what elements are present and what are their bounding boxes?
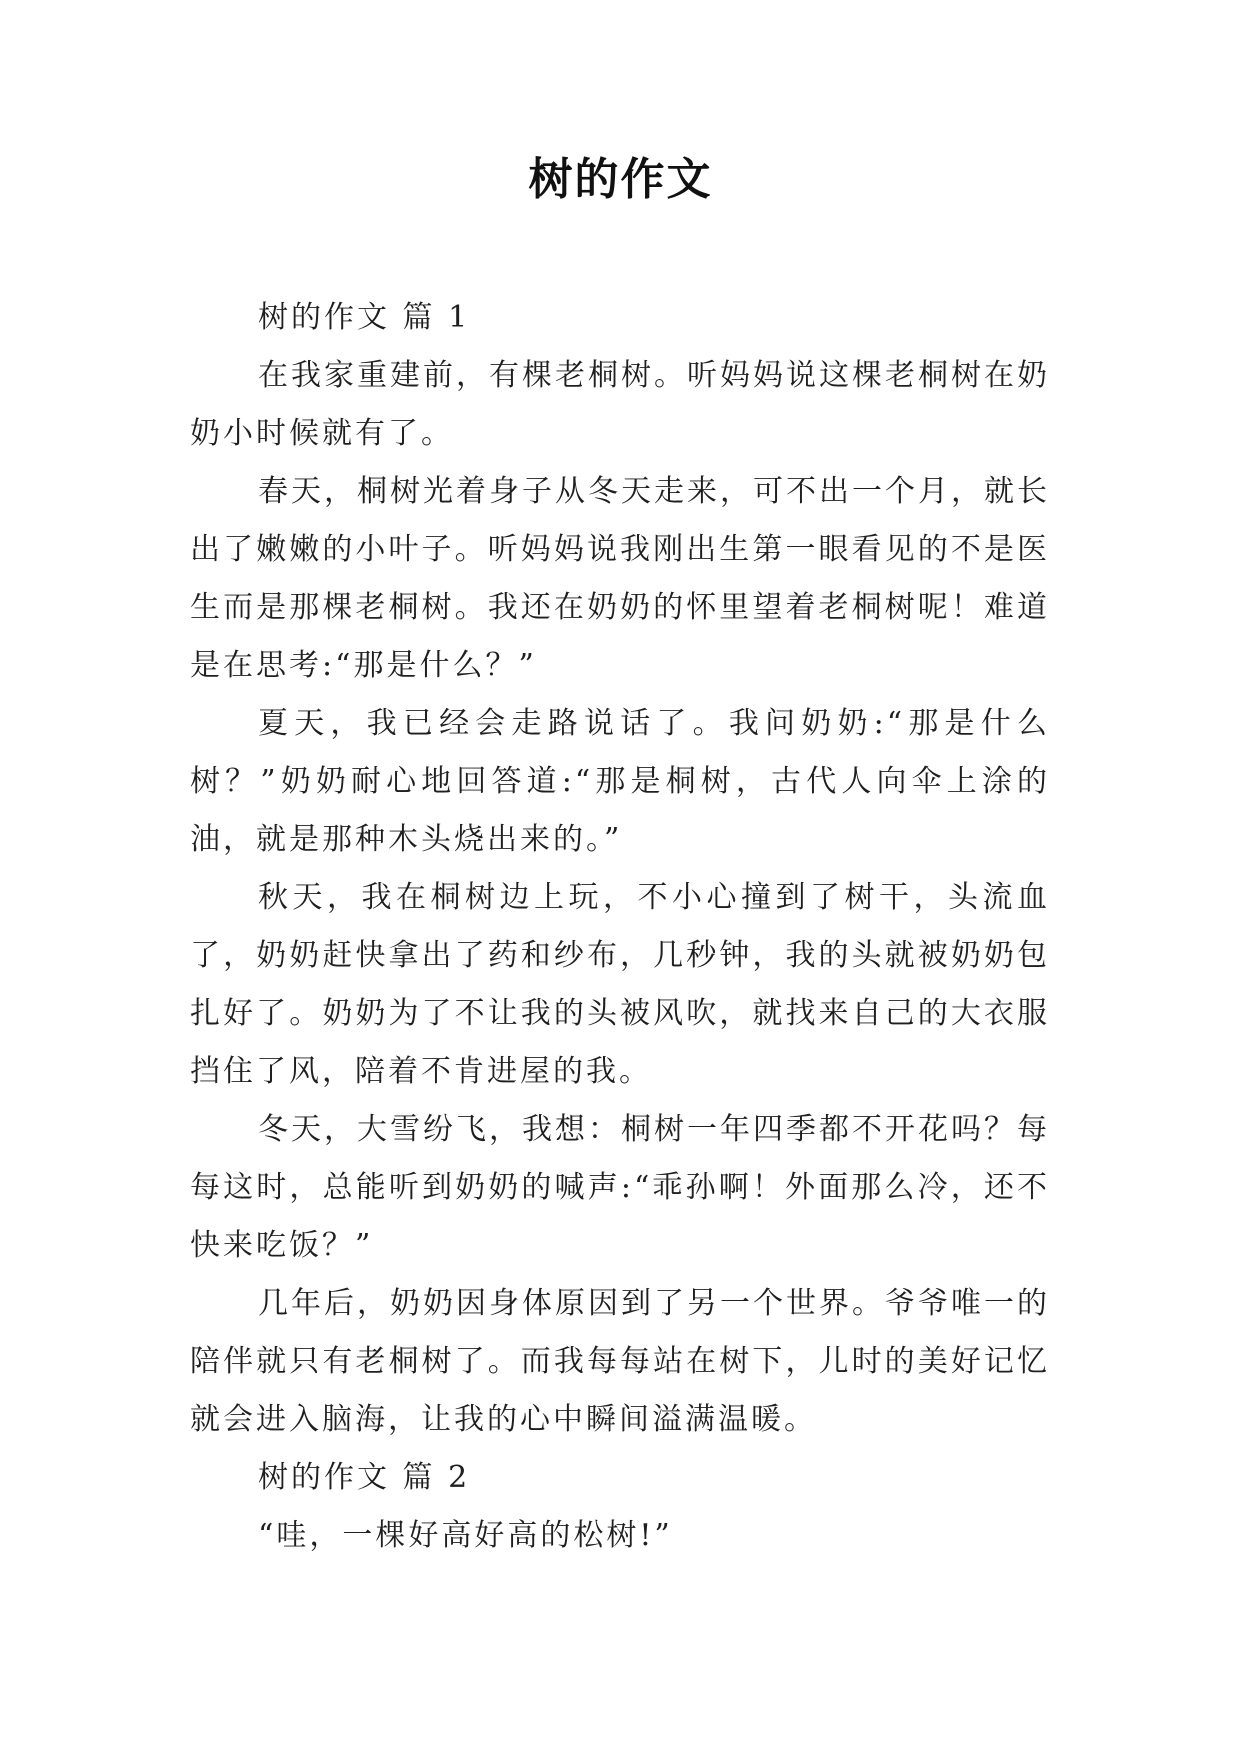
- paragraph: 在我家重建前，有棵老桐树。听妈妈说这棵老桐树在奶奶小时候就有了。: [190, 358, 1050, 451]
- section-heading-2: 树的作文 篇 2: [258, 1460, 471, 1495]
- section-heading-1: 树的作文 篇 1: [258, 300, 471, 335]
- document-body: [190, 289, 1050, 1565]
- paragraph: 夏天，我已经会走路说话了。我问奶奶:“那是什么树？”奶奶耐心地回答道:“那是桐树，古代人向伞上涂的油，就是那种木头烧出来的。”: [190, 706, 1050, 857]
- paragraph: 几年后，奶奶因身体原因到了另一个世界。爷爷唯一的陪伴就只有老桐树了。而我每每站在树下，儿时的美好记忆就会进入脑海，让我的心中瞬间溢满温暖。: [190, 1286, 1050, 1437]
- paragraph: 春天，桐树光着身子从冬天走来，可不出一个月，就长出了嫩嫩的小叶子。听妈妈说我刚出生第一眼看见的不是医生而是那棵老桐树。我还在奶奶的怀里望着老桐树呢！难道是在思考:“那是什么？”: [190, 474, 1050, 683]
- paragraph: 秋天，我在桐树边上玩，不小心撞到了树干，头流血了，奶奶赶快拿出了药和纱布，几秒钟，我的头就被奶奶包扎好了。奶奶为了不让我的头被风吹，就找来自己的大衣服挡住了风，陪着不肯进屋的我。: [190, 880, 1050, 1089]
- document-title: 树的作文: [528, 154, 713, 205]
- paragraph: 冬天，大雪纷飞，我想：桐树一年四季都不开花吗？每每这时，总能听到奶奶的喊声:“乖孙啊！外面那么冷，还不快来吃饭？”: [190, 1112, 1050, 1263]
- paragraph: “哇，一棵好高好高的松树!”: [258, 1518, 673, 1553]
